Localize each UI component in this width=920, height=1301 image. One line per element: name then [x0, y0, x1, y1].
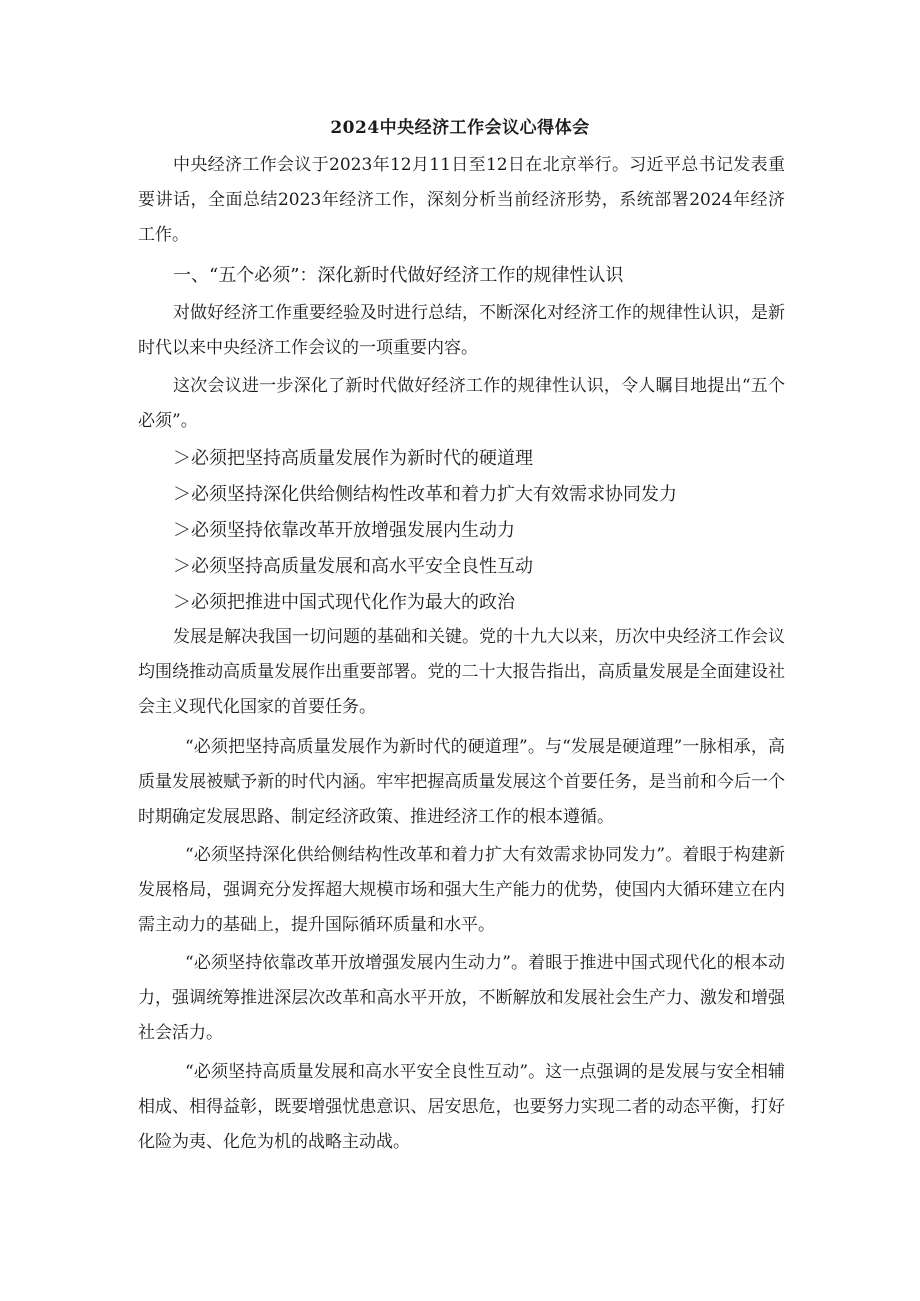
bullet-item: ＞必须坚持高质量发展和高水平安全良性互动 [173, 556, 533, 577]
bullet-item: ＞必须把坚持高质量发展作为新时代的硬道理 [173, 448, 533, 469]
section-heading: 一、“五个必须”：深化新时代做好经济工作的规律性认识 [173, 265, 624, 286]
paragraph-7: “必须坚持高质量发展和高水平安全良性互动”。这一点强调的是发展与安全相辅相成、相得益彰，既要增强忧患意识、居安思危，也要努力实现二者的动态平衡，打好化险为夷、化危为机的战略主动战。 [138, 1062, 785, 1152]
bullet-item: ＞必须坚持深化供给侧结构性改革和着力扩大有效需求协同发力 [173, 484, 677, 505]
paragraph-1: 对做好经济工作重要经验及时进行总结，不断深化对经济工作的规律性认识，是新时代以来中央经济工作会议的一项重要内容。 [138, 303, 785, 358]
paragraph-4: “必须把坚持高质量发展作为新时代的硬道理”。与“发展是硬道理”一脉相承，高质量发展被赋予新的时代内涵。牢牢把握高质量发展这个首要任务，是当前和今后一个时期确定发展思路、制定经济政策、推进经济工作的根本遵循。 [138, 737, 785, 827]
document-title: 2024中央经济工作会议心得体会 [330, 118, 590, 138]
paragraph-2: 这次会议进一步深化了新时代做好经济工作的规律性认识，令人瞩目地提出“五个必须”。 [138, 376, 785, 431]
paragraph-6: “必须坚持依靠改革开放增强发展内生动力”。着眼于推进中国式现代化的根本动力，强调统筹推进深层次改革和高水平开放，不断解放和发展社会生产力、激发和增强社会活力。 [138, 953, 785, 1043]
bullet-item: ＞必须把推进中国式现代化作为最大的政治 [173, 592, 515, 613]
bullet-item: ＞必须坚持依靠改革开放增强发展内生动力 [173, 520, 515, 541]
paragraph-3: 发展是解决我国一切问题的基础和关键。党的十九大以来，历次中央经济工作会议均围绕推动高质量发展作出重要部署。党的二十大报告指出，高质量发展是全面建设社会主义现代化国家的首要任务。 [138, 627, 785, 717]
intro-paragraph: 中央经济工作会议于2023年12月11日至12日在北京举行。习近平总书记发表重要讲话，全面总结2023年经济工作，深刻分析当前经济形势，系统部署2024年经济工作。 [138, 155, 785, 245]
paragraph-5: “必须坚持深化供给侧结构性改革和着力扩大有效需求协同发力”。着眼于构建新发展格局，强调充分发挥超大规模市场和强大生产能力的优势，使国内大循环建立在内需主动力的基础上，提升国际循环质量和水平。 [138, 845, 785, 935]
